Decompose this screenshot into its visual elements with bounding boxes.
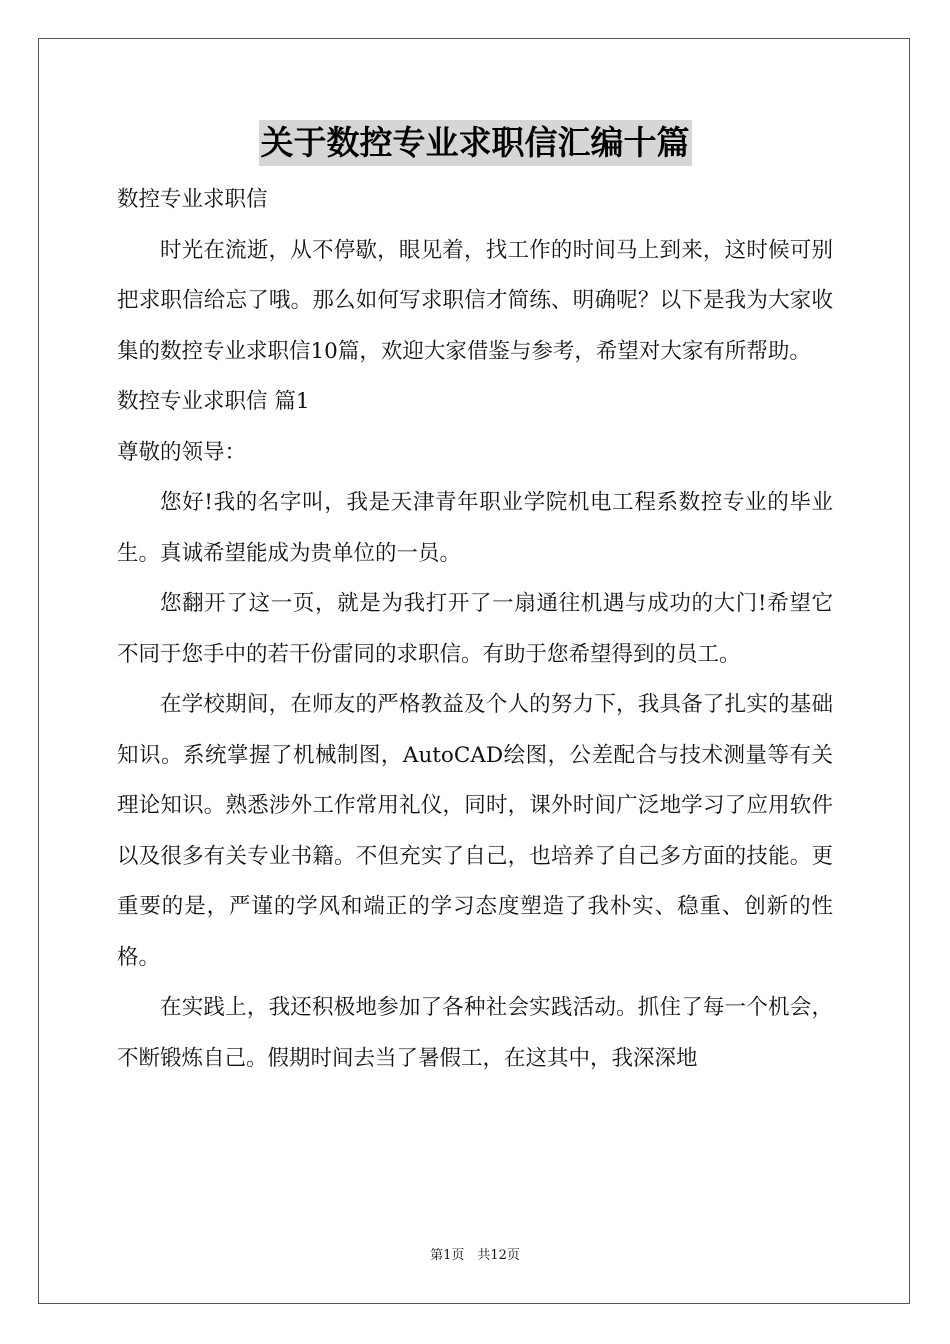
section-heading: 数控专业求职信 (117, 187, 268, 212)
section-heading: 数控专业求职信 篇1 (117, 389, 310, 414)
title-container (0, 120, 950, 166)
body-paragraph: 在学校期间，在师友的严格教益及个人的努力下，我具备了扎实的基础知识。系统掌握了机械制图，AutoCAD绘图，公差配合与技术测量等有关理论知识。熟悉涉外工作常用礼仪，同时，课外时间广泛地学习了应用软件以及很多有关专业书籍。不但充实了自己，也培养了自己多方面的技能。更重要的是，严谨的学风和端正的学习态度塑造了我朴实、稳重、创新的性格。 (117, 692, 833, 970)
body-paragraph: 您翻开了这一页，就是为我打开了一扇通往机遇与成功的大门!希望它不同于您手中的若干份雷同的求职信。有助于您希望得到的员工。 (117, 591, 833, 667)
document-title: 关于数控专业求职信汇编十篇 (259, 120, 692, 166)
document-body (117, 175, 833, 1084)
salutation: 尊敬的领导： (117, 439, 247, 465)
body-paragraph: 您好!我的名字叫，我是天津青年职业学院机电工程系数控专业的毕业生。真诚希望能成为贵单位的一员。 (117, 490, 833, 566)
page-footer: 第1页 共12页 (430, 1248, 520, 1263)
body-paragraph: 时光在流逝，从不停歇，眼见着，找工作的时间马上到来，这时候可别把求职信给忘了哦。那么如何写求职信才简练、明确呢？以下是我为大家收集的数控专业求职信10篇，欢迎大家借鉴与参考，希望对大家有所帮助。 (117, 237, 833, 364)
body-paragraph: 在实践上，我还积极地参加了各种社会实践活动。抓住了每一个机会，不断锻炼自己。假期时间去当了暑假工，在这其中，我深深地 (117, 995, 833, 1071)
